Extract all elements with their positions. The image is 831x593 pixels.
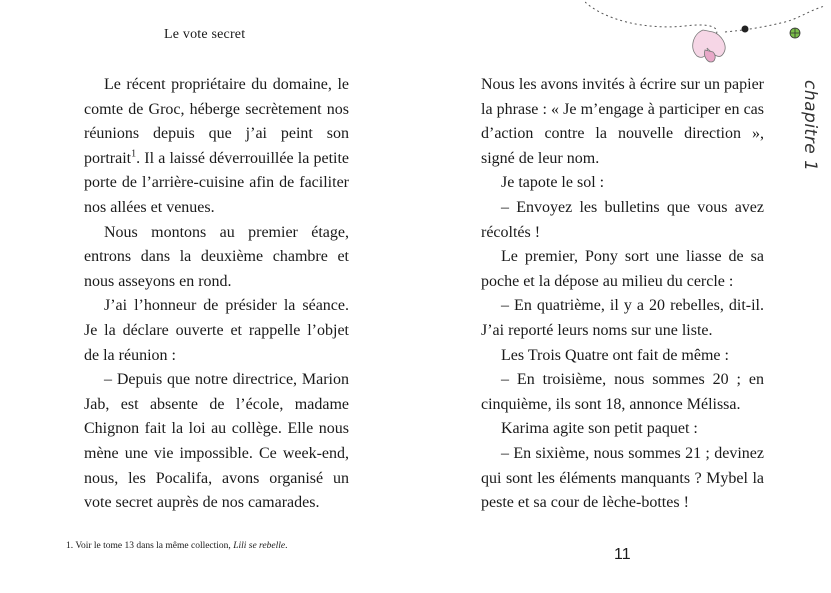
paragraph: Le premier, Pony sort une liasse de sa poche et la dépose au milieu du cercle :: [481, 248, 764, 290]
footnote: [66, 541, 287, 551]
paragraph-text: . Il a laissé déverrouillée la petite porte de l’arrière-cuisine afin de faciliter nos allées et venues.: [84, 149, 349, 216]
paragraph: Nous les avons invités à écrire sur un papier la phrase : « Je m’engage à participer en cas d’action contre la nouvelle direction », signé de leur nom.: [481, 76, 764, 167]
left-column: [84, 73, 349, 516]
footnote-book-title: Lili se rebelle: [233, 541, 286, 551]
paragraph: – En troisième, nous sommes 20 ; en cinquième, ils sont 18, annonce Mélissa.: [481, 371, 764, 413]
paragraph: [84, 73, 349, 221]
decorative-flourish-icon: [585, 0, 831, 80]
paragraph: Les Trois Quatre ont fait de même :: [501, 346, 729, 364]
footnote-text: .: [285, 541, 288, 551]
paragraph: Karima agite son petit paquet :: [501, 420, 698, 438]
paragraph: Nous montons au premier étage, entrons dans la deuxième chambre et nous asseyons en rond.: [84, 223, 349, 290]
right-column: [481, 73, 764, 516]
page-number: 11: [614, 546, 631, 563]
paragraph-text: Le récent propriétaire du domaine, le comte de Groc, héberge secrètement nos réunions depuis que j’ai peint son portrait: [84, 76, 349, 167]
paragraph: J’ai l’honneur de présider la séance. Je la déclare ouverte et rappelle l’objet de la réunion :: [84, 297, 349, 364]
paragraph: – Envoyez les bulletins que vous avez récoltés !: [481, 198, 764, 241]
paragraph: – En quatrième, il y a 20 rebelles, dit-il. J’ai reporté leurs noms sur une liste.: [481, 297, 764, 339]
running-head: Le vote secret: [164, 27, 246, 42]
footnote-text: 1. Voir le tome 13 dans la même collection,: [66, 541, 234, 551]
paragraph: – Depuis que notre directrice, Marion Jab, est absente de l’école, madame Chignon fait la loi au collège. Elle nous mène une vie impossible. Ce week-end, nous, les Pocalifa, avons organisé un vote secret auprès de nos camarades.: [84, 371, 349, 512]
footnote-ref[interactable]: 1: [131, 148, 137, 160]
paragraph: – En sixième, nous sommes 21 ; devinez qui sont les éléments manquants ? Mybel la peste et sa cour de lèche-bottes !: [481, 444, 764, 512]
chapter-tab: chapitre 1: [800, 80, 820, 172]
paragraph: Je tapote le sol :: [501, 174, 605, 192]
